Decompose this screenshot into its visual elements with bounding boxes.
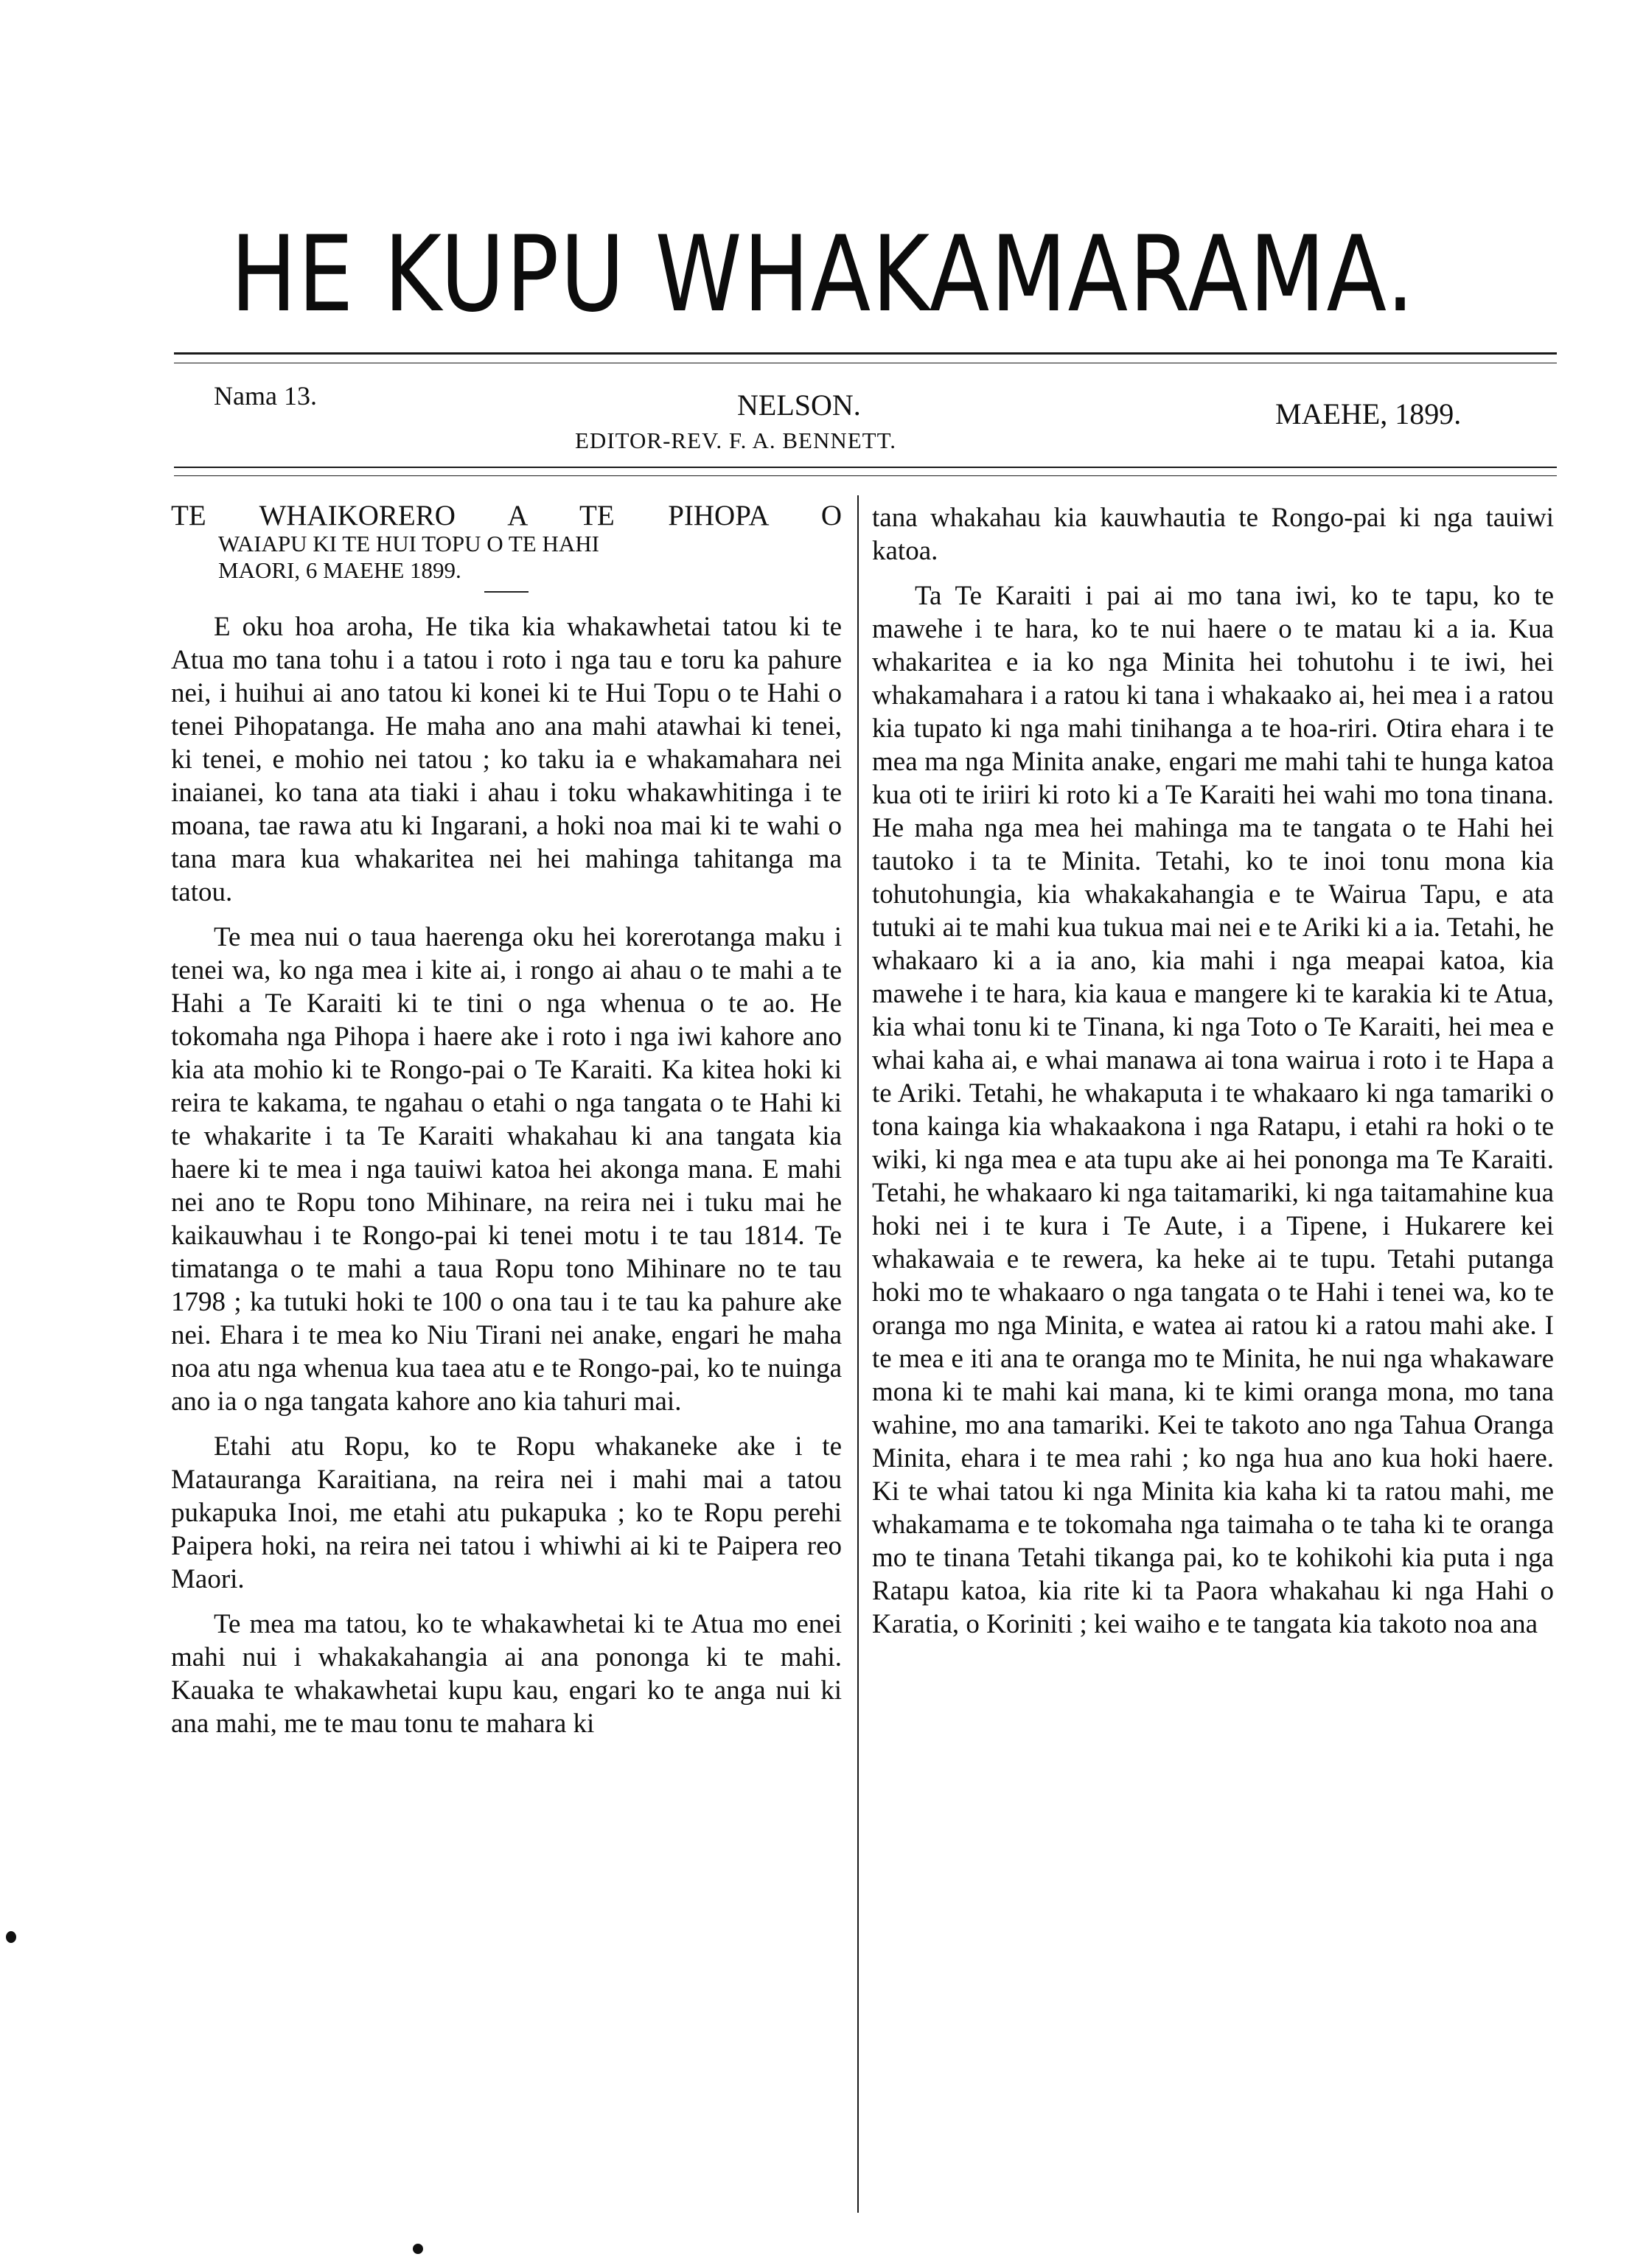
paragraph: Te mea ma tatou, ko te whakawhetai ki te Atua mo enei mahi nui i whakakahangia ai ana pononga ki te mahi. Kauaka te whakawhetai kupu kau, engari ko te anga nui ki ana mahi, me te mau tonu te mahara ki (171, 1609, 842, 1739)
paragraph: Etahi atu Ropu, ko te Ropu whakaneke ake i te Matauranga Karaitiana, na reira nei i mahi mai a tatou pukapuka Inoi, me etahi atu pukapuka ; ko te Ropu perehi Paipera hoki, na reira nei tatou i whiwhi ai ki te Paipera reo Maori. (171, 1431, 842, 1594)
paragraph: Te mea nui o taua haerenga oku hei korerotanga maku i tenei wa, ko nga mea i kite ai, i rongo ai ahau o te mahi a te Hahi a Te Karaiti ki te tini o nga whenua o te ao. He tokomaha nga Pihopa i haere ake i roto i nga iwi kahore ano kia ata mohio ki te Rongo-pai o Te Karaiti. Ka kitea hoki ki reira te kakama, te ngahau o etahi o nga tangata o te Hahi ki te whakarite i ta Te Karaiti whakahau ki ana tangata kia haere ki te mea i nga tauiwi katoa hei akonga mana. E mahi nei ano te Ropu tono Mihinare, na reira nei i tuku mai he kaikauwhau i te Rongo-pai ki tenei motu i te tau 1814. Te timatanga o te mahi a taua Ropu tono Mihinare no te tau 1798 ; ka tutuki hoki te 100 o ona tau i te tau ka pahure ake nei. Ehara i te mea ko Niu Tirani nei anake, engari he maha noa atu nga whenua kua taea atu e te Rongo-pai, ko te nuinga ano ia o nga tangata kahore ano kia tahuri mai. (171, 922, 842, 1417)
article-column-right (872, 501, 1554, 2248)
column-divider (857, 495, 859, 2213)
article-heading-line1: TE WHAIKORERO A TE PIHOPA O (171, 500, 842, 531)
article-heading-line3: MAORI, 6 MAEHE 1899. (218, 557, 461, 583)
footer-mark (413, 2244, 423, 2254)
issue-place: NELSON. (737, 388, 861, 422)
header-rule-bottom-thin (174, 475, 1557, 476)
issue-date: MAEHE, 1899. (1275, 397, 1462, 430)
article-column-left (171, 501, 842, 2248)
margin-mark (6, 1931, 16, 1943)
paragraph: E oku hoa aroha, He tika kia whakawhetai tatou ki te Atua mo tana tohu i a tatou i roto i nga tau e toru ka pahure nei, i huihui ai ano tatou ki konei ki te Hui Topu o te Hahi o tenei Pihopatanga. He maha ano ana mahi atawhai ki tenei, ki tenei, e mohio nei tatou ; ko taku ia e whakamahara nei inaianei, ko tana ata tiaki i ahau i toku whakawhitinga i te moana, tae rawa atu ki Ingarani, a hoki noa mai ki te wahi o tana mara kua whakaritea nei hei mahinga tahitanga ma tatou. (171, 612, 842, 907)
issue-number: Nama 13. (214, 381, 317, 411)
paragraph: Ta Te Karaiti i pai ai mo tana iwi, ko te tapu, ko te mawehe i te hara, ko te nui haere o te matau ki a ia. Kua whakaritea e ia ko nga Minita hei tohutohu i te iwi, hei whakamahara i a ratou ki tana i whakaako ai, hei mea i a ratou kia tupato ki nga mahi tinihanga a te hoa-riri. Otira ehara i te mea ma nga Minita anake, engari me mahi tahi te hunga katoa kua oti te iriiri ki roto ki a Te Karaiti hei wahi mo tona tinana. He maha nga mea hei mahinga ma te tangata o te Hahi hei tautoko i ta te Minita. Tetahi, ko te inoi tonu mona kia tohutohungia, kia whakakahangia e te Wairua Tapu, e ata tutuki ai te mahi kua tukua mai nei e te Ariki ki a ia. Tetahi, he whakaaro ki a ia ano, kia mahi i nga meapai katoa, kia mawehe i te hara, kia kaua e mangere ki te karakia ki te Atua, kia whai tonu ki te Tinana, ki nga Toto o Te Karaiti, hei mea e whai kaha ai, e whai manawa ai tona wairua i roto i te Hapa a te Ariki. Tetahi, he whakaputa i te whakaaro ki nga tamariki o tona kainga kia whakaakona i nga Ratapu, i etahi ra hoki o te wiki, ki nga mea e ata tupu ake ai hei pononga ma Te Karaiti. Tetahi, he whakaaro ki nga taitamariki, ki nga taitamahine kua hoki nei i te kura i Te Aute, i a Tipene, i Hukarere kei whakawaia e te rewera, ka heke ai te tupu. Tetahi putanga hoki mo te whakaaro o nga tangata o te Hahi i tenei wa, ko te oranga mo nga Minita, e watea ai ratou ki a ratou mahi ake. I te mea e iti ana te oranga mo te Minita, he nui nga whakaware mona ki te mahi kai mana, ki te kimi oranga mona, mo tana wahine, mo ana tamariki. Kei te takoto ano nga Tahua Oranga Minita, ehara i te mea rahi ; ko nga hua ano kua hoki haere. Ki te whai tatou ki nga Minita kia kaha ki ta ratou mahi, me whakamama e te tokomaha nga taimaha o te taha ki te oranga mo te tinana Tetahi tikanga pai, ko te kohikohi kia puta i nga Ratapu katoa, kia rite ki ta Paora whakahau ki nga Hahi o Karatia, o Koriniti ; kei waiho e te tangata kia takoto noa ana (872, 581, 1554, 1639)
issue-editor: EDITOR-REV. F. A. BENNETT. (575, 428, 896, 453)
masthead-rule-top (174, 352, 1557, 355)
article-heading-line2: WAIAPU KI TE HUI TOPU O TE HAHI (218, 531, 599, 556)
masthead-title: HE KUPU WHAKAMARAMA. (230, 214, 1416, 335)
header-rule-bottom (174, 467, 1557, 468)
paragraph: tana whakahau kia kauwhautia te Rongo-pai ki nga tauiwi katoa. (872, 503, 1554, 566)
heading-divider (484, 591, 529, 593)
